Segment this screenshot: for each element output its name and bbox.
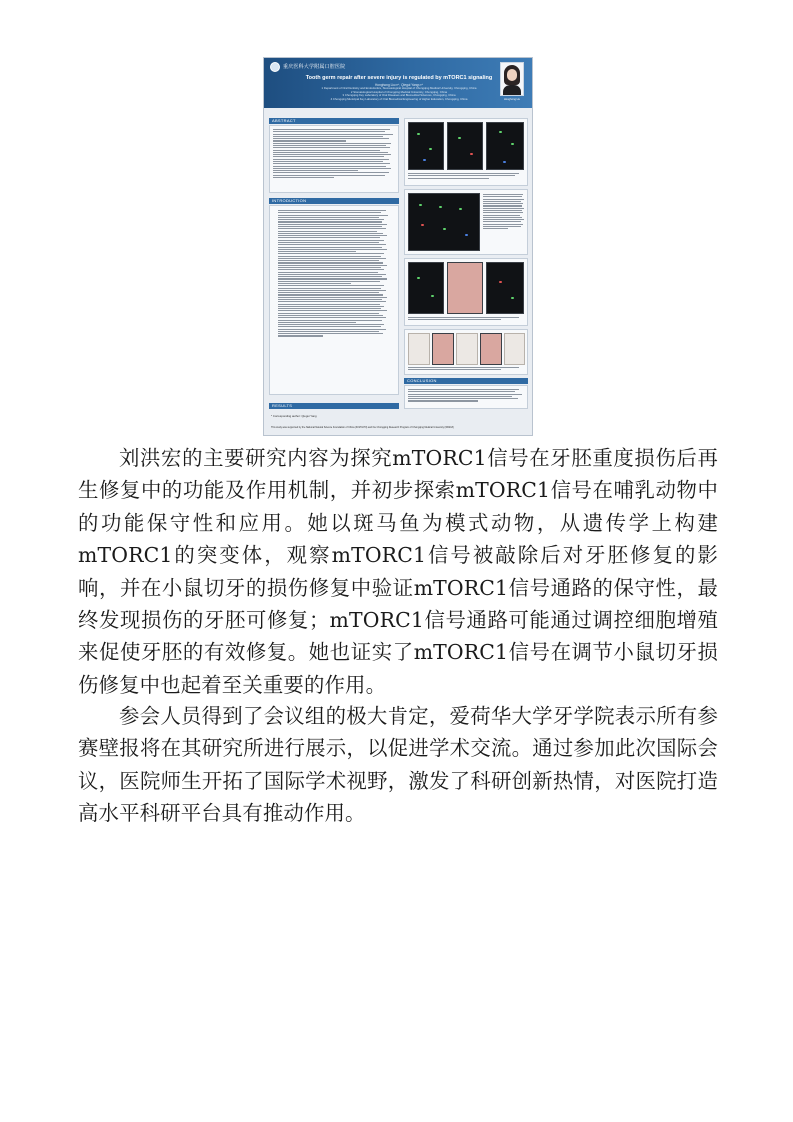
author-photo	[500, 62, 524, 96]
poster-section-introduction: INTRODUCTION	[269, 198, 399, 204]
poster-figure-3	[404, 258, 528, 326]
author-photo-caption: Honghong Liu	[503, 98, 521, 101]
poster-section-abstract: ABSTRACT	[269, 118, 399, 124]
poster-affiliation: 3 Chongqing Key Laboratory of Oral Diseases and Biomedical Sciences, Chongqing, China	[342, 93, 456, 97]
poster-image	[263, 57, 533, 436]
poster-affiliation: 4 Chongqing Municipal Key Laboratory of Oral Biomedical Engineering of Higher Education, Chongqing, China	[330, 96, 468, 101]
poster-title: Tooth germ repair after severe injury is regulated by mTORC1 signaling	[305, 75, 493, 81]
poster-section-conclusion: CONCLUSION	[404, 378, 528, 384]
poster-funding-note: This study was supported by the National Natural Science Foundation of China (31971070) and the Chongqing Research Program of Chongqing Medical University (W0218)	[271, 426, 454, 429]
poster-conclusion-text	[404, 385, 528, 409]
poster-abstract-text	[269, 125, 399, 193]
poster-figure-4	[404, 329, 528, 375]
poster-introduction-text	[269, 205, 399, 395]
poster-figure-1	[404, 118, 528, 186]
poster-hospital-name: 重庆医科大学附属口腔医院	[283, 64, 346, 70]
poster-affiliation: 1 Department of Oral Dentistry and Endodontics, Stomatological Hospital of Chongqing Medical University, Chongqing, China	[321, 86, 477, 90]
poster-authors: Honghong Liu¹²³⁴, Qiegui Yang¹²³⁴	[375, 83, 423, 87]
poster-figure-2	[404, 189, 528, 255]
body-paragraph-2: 参会人员得到了会议组的极大肯定，爱荷华大学牙学院表示所有参赛壁报将在其研究所进行展示，以促进学术交流。通过参加此次国际会议，医院师生开拓了国际学术视野，激发了科研创新热情，对医院打造高水平科研平台具有推动作用。	[78, 704, 718, 826]
poster-header	[264, 58, 532, 108]
poster-corresponding-author: * Corresponding author: Qiegui Yang	[271, 414, 317, 418]
poster-affiliation: 2 Stomatological Hospital of Chongqing Medical University, Chongqing, China	[350, 89, 448, 94]
poster-section-results: RESULTS	[269, 403, 399, 409]
hospital-logo-icon	[270, 62, 280, 72]
body-paragraph-1: 刘洪宏的主要研究内容为探究mTORC1信号在牙胚重度损伤后再生修复中的功能及作用机制，并初步探索mTORC1信号在哺乳动物中的功能保守性和应用。她以斑马鱼为模式动物，从遗传学上构建mTORC1的突变体，观察mTORC1信号被敲除后对牙胚修复的影响，并在小鼠切牙的损伤修复中验证mTORC1信号通路的保守性，最终发现损伤的牙胚可修复；mTORC1信号通路可能通过调控细胞增殖来促使牙胚的有效修复。她也证实了mTORC1信号在调节小鼠切牙损伤修复中也起着至关重要的作用。	[78, 446, 718, 697]
